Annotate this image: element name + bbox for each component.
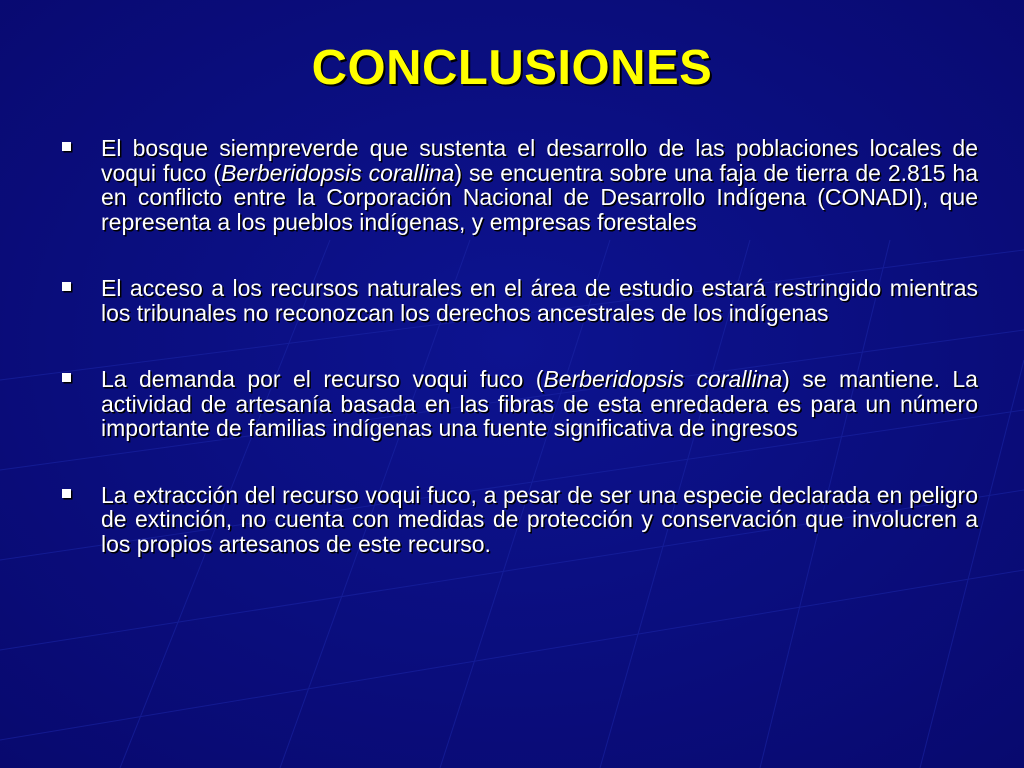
square-bullet-icon [62, 142, 71, 151]
bullet-text-segment: ) se encuentra sobre una faja de tierra de 2.815 ha en conflicto entre la Corporación Nacional de Desarrollo Indígena (CONADI), que representa a los pueblos indígenas, y empresas forestales [101, 159, 978, 235]
square-bullet-icon [62, 489, 71, 498]
species-name: Berberidopsis corallina [543, 366, 783, 392]
bullet-text-segment: ) se mantiene. La actividad de artesanía basada en las fibras de esta enredadera es para un número importante de familias indígenas una fuente significativa de ingresos [101, 366, 978, 441]
bullet-item [62, 136, 978, 234]
bullet-item [62, 483, 978, 557]
bullet-list [62, 136, 978, 556]
bullet-item [62, 367, 978, 441]
species-name: Berberidopsis corallina [221, 159, 455, 186]
bullet-text: La extracción del recurso voqui fuco, a pesar de ser una especie declarada en peligro de extinción, no cuenta con medidas de protección y conservación que involucren a los propios artesanos de este recurso. [101, 481, 978, 557]
slide-title: CONCLUSIONES [311, 41, 713, 95]
square-bullet-icon [62, 373, 71, 382]
bullet-text: El acceso a los recursos naturales en el área de estudio estará restringido mientras los tribunales no reconozcan los derechos ancestrales de los indígenas [101, 275, 978, 326]
square-bullet-icon [62, 282, 71, 291]
bullet-item [62, 276, 978, 325]
bullet-text-segment: La demanda por el recurso voqui fuco ( [101, 366, 544, 392]
bullet-text-segment: El bosque siempreverde que sustenta el desarrollo de las poblaciones locales de voqui fuco ( [101, 135, 978, 186]
